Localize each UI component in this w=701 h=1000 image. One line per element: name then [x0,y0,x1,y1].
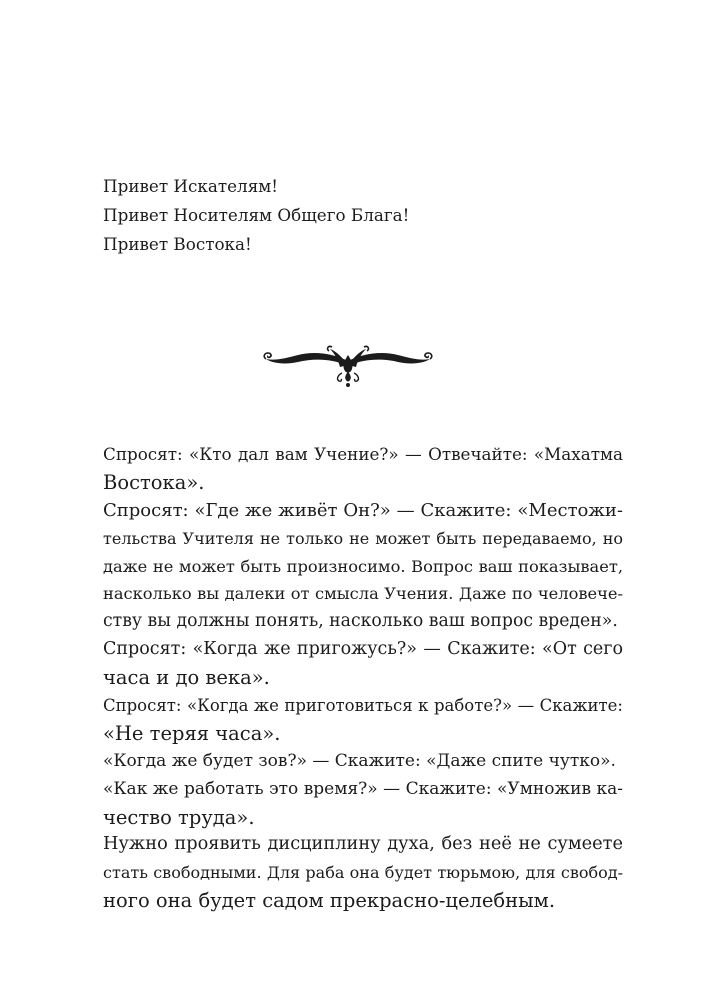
text-line: Спросят: «Когда же пригожусь?» — Скажите: «От сего [103,639,623,660]
greetings-block [103,172,623,259]
text-line: Спросят: «Где же живёт Он?» — Скажите: «Местожи- [103,499,623,521]
text-line: тельства Учителя не только не может быть передаваемо, но [103,528,623,548]
text-line: Нужно проявить дисциплину духа, без неё не сумеете [103,834,623,855]
text-line: чество труда». [103,805,255,829]
text-line: «Когда же будет зов?» — Скажите: «Даже спите чутко». [103,750,616,771]
greeting-line: Привет Востока! [103,234,252,254]
greeting-line: Привет Искателям! [103,176,279,196]
text-line: насколько вы далеки от смысла Учения. Даже по человече- [103,584,623,604]
text-line: Спросят: «Когда же приготовиться к работе?» — Скажите: [103,696,623,716]
decorative-flourish-icon [262,343,434,387]
text-line: «Как же работать это время?» — Скажите: «Умножив ка- [103,778,623,799]
text-line: «Не теряя часа». [103,721,281,745]
text-line: Востока». [103,470,205,494]
greeting-line: Привет Носителям Общего Блага! [103,205,410,225]
text-line: даже не может быть произносимо. Вопрос ваш показывает, [103,556,623,576]
text-line: Спросят: «Кто дал вам Учение?» — Отвечайте: «Махатма [103,444,623,464]
text-line: ству вы должны понять, насколько ваш вопрос вреден». [103,611,618,632]
text-line: ного она будет садом прекрасно-целебным. [103,889,556,913]
text-line: стать свободными. Для раба она будет тюрьмою, для свобод- [103,863,623,883]
body-text [103,441,623,915]
text-line: часа и до века». [103,666,270,690]
